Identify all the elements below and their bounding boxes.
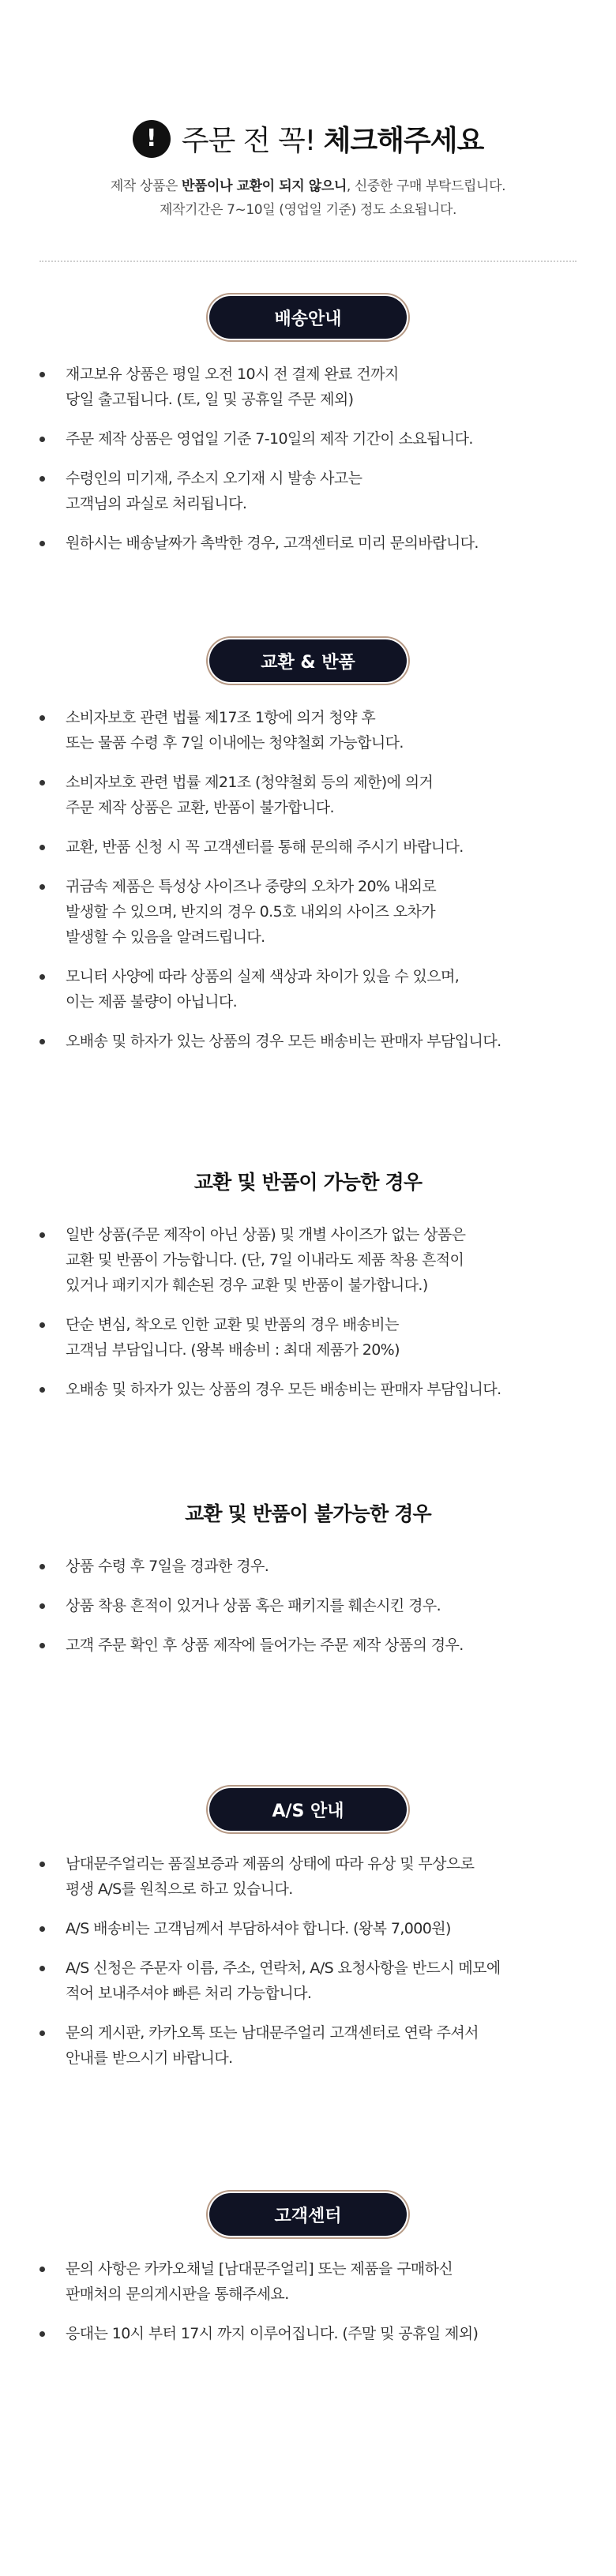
list-item-line: 단순 변심, 착오로 인한 교환 및 반품의 경우 배송비는 <box>66 1316 399 1333</box>
list-item-line: 수령인의 미기재, 주소지 오기재 시 발송 사고는 <box>66 470 362 487</box>
list-item-line: 상품 수령 후 7일을 경과한 경우. <box>66 1558 269 1575</box>
list-item-line: 모니터 사양에 따라 상품의 실제 색상과 차이가 있을 수 있으며, <box>66 968 460 985</box>
list-item-line: 주문 제작 상품은 영업일 기준 7-10일의 제작 기간이 소요됩니다. <box>66 430 473 448</box>
list-item <box>39 2321 584 2346</box>
list-item-line: 발생할 수 있으며, 반지의 경우 0.5호 내외의 사이즈 오차가 <box>66 903 435 921</box>
section-title-impossible: 교환 및 반품이 불가능한 경우 <box>185 1502 431 1525</box>
list-item <box>39 1593 584 1618</box>
list-item <box>39 362 584 412</box>
list-item-line: 응대는 10시 부터 17시 까지 이루어집니다. (주말 및 공휴일 제외) <box>66 2325 479 2342</box>
list-item-line: 재고보유 상품은 평일 오전 10시 전 결제 완료 건까지 <box>66 366 399 383</box>
list-item-line: A/S 신청은 주문자 이름, 주소, 연락처, A/S 요청사항을 반드시 메모에 <box>66 1959 501 1977</box>
list-item-line: 문의 게시판, 카카오톡 또는 남대문주얼리 고객센터로 연락 주셔서 <box>66 2024 479 2042</box>
list-item <box>39 1029 584 1054</box>
list-item-line: 평생 A/S를 원칙으로 하고 있습니다. <box>66 1880 293 1898</box>
possible-list <box>39 1222 584 1416</box>
list-item-line: 소비자보호 관련 법률 제17조 1항에 의거 청약 후 <box>66 709 376 726</box>
list-item <box>39 770 584 820</box>
list-item-line: 주문 제작 상품은 교환, 반품이 불가합니다. <box>66 799 334 816</box>
list-item-line: 고객 주문 확인 후 상품 제작에 들어가는 주문 제작 상품의 경우. <box>66 1637 464 1654</box>
list-item <box>39 1633 584 1658</box>
exclamation-icon: ! <box>133 120 171 158</box>
list-item-line: 오배송 및 하자가 있는 상품의 경우 모든 배송비는 판매자 부담입니다. <box>66 1381 501 1398</box>
list-item-line: 고객님의 과실로 처리됩니다. <box>66 495 247 512</box>
list-item-line: 이는 제품 불량이 아닙니다. <box>66 993 238 1011</box>
list-item-line: 원하시는 배송날짜가 촉박한 경우, 고객센터로 미리 문의바랍니다. <box>66 534 479 552</box>
list-item <box>39 2020 584 2071</box>
list-item <box>39 1312 584 1363</box>
list-item-line: 또는 물품 수령 후 7일 이내에는 청약철회 가능합니다. <box>66 734 404 752</box>
section-title-exchange: 교환 & 반품 <box>209 639 407 682</box>
impossible-list <box>39 1554 584 1672</box>
list-item-line: 있거나 패키지가 훼손된 경우 교환 및 반품이 불가합니다.) <box>66 1277 428 1294</box>
list-item-line: A/S 배송비는 고객님께서 부담하셔야 합니다. (왕복 7,000원) <box>66 1920 451 1937</box>
list-item <box>39 834 584 860</box>
section-title-possible: 교환 및 반품이 가능한 경우 <box>193 1171 423 1194</box>
list-item-line: 발생할 수 있음을 알려드립니다. <box>66 928 265 946</box>
list-item <box>39 1554 584 1579</box>
list-item-line: 교환 및 반품이 가능합니다. (단, 7일 이내라도 제품 착용 흔적이 <box>66 1251 464 1269</box>
list-item-line: 상품 착용 흔적이 있거나 상품 혹은 패키지를 훼손시킨 경우. <box>66 1597 441 1614</box>
list-item-line: 고객님 부담입니다. (왕복 배송비 : 최대 제품가 20%) <box>66 1341 400 1359</box>
list-item-line: 판매처의 문의게시판을 통해주세요. <box>66 2285 289 2303</box>
section-title-cs: 고객센터 <box>209 2193 407 2236</box>
list-item <box>39 466 584 516</box>
list-item-line: 소비자보호 관련 법률 제21조 (청약철회 등의 제한)에 의거 <box>66 774 434 791</box>
intro-text: 제작 상품은 반품이나 교환이 되지 않으니, 신중한 구매 부탁드립니다. 제작기간은 7~10일 (영업일 기준) 정도 소요됩니다. <box>110 178 506 218</box>
list-item-line: 당일 출고됩니다. (토, 일 및 공휴일 주문 제외) <box>66 391 354 408</box>
exchange-list <box>39 705 584 1068</box>
list-item <box>39 705 584 756</box>
cs-list <box>39 2256 584 2360</box>
list-item-line: 남대문주얼리는 품질보증과 제품의 상태에 따라 유상 및 무상으로 <box>66 1855 475 1873</box>
list-item <box>39 1851 584 1902</box>
section-title-shipping: 배송안내 <box>209 296 407 339</box>
page-title: 주문 전 꼭! 체크해주세요 <box>181 125 484 157</box>
notice-header <box>0 118 616 222</box>
list-item <box>39 1222 584 1298</box>
as-list <box>39 1851 584 2085</box>
list-item-line: 교환, 반품 신청 시 꼭 고객센터를 통해 문의해 주시기 바랍니다. <box>66 838 464 856</box>
list-item-line: 오배송 및 하자가 있는 상품의 경우 모든 배송비는 판매자 부담입니다. <box>66 1033 501 1050</box>
shipping-list <box>39 362 584 570</box>
list-item-line: 문의 사항은 카카오채널 [남대문주얼리] 또는 제품을 구매하신 <box>66 2260 453 2278</box>
dotted-divider <box>39 261 577 262</box>
list-item-line: 적어 보내주셔야 빠른 처리 가능합니다. <box>66 1985 312 2002</box>
list-item <box>39 426 584 452</box>
list-item <box>39 2256 584 2307</box>
list-item <box>39 874 584 950</box>
list-item <box>39 1916 584 1941</box>
list-item-line: 귀금속 제품은 특성상 사이즈나 중량의 오차가 20% 내외로 <box>66 878 437 895</box>
list-item <box>39 1955 584 2006</box>
list-item <box>39 531 584 556</box>
list-item <box>39 1377 584 1402</box>
list-item <box>39 964 584 1014</box>
section-title-as: A/S 안내 <box>209 1788 407 1831</box>
list-item-line: 일반 상품(주문 제작이 아닌 상품) 및 개별 사이즈가 없는 상품은 <box>66 1226 466 1243</box>
list-item-line: 안내를 받으시기 바랍니다. <box>66 2049 233 2067</box>
